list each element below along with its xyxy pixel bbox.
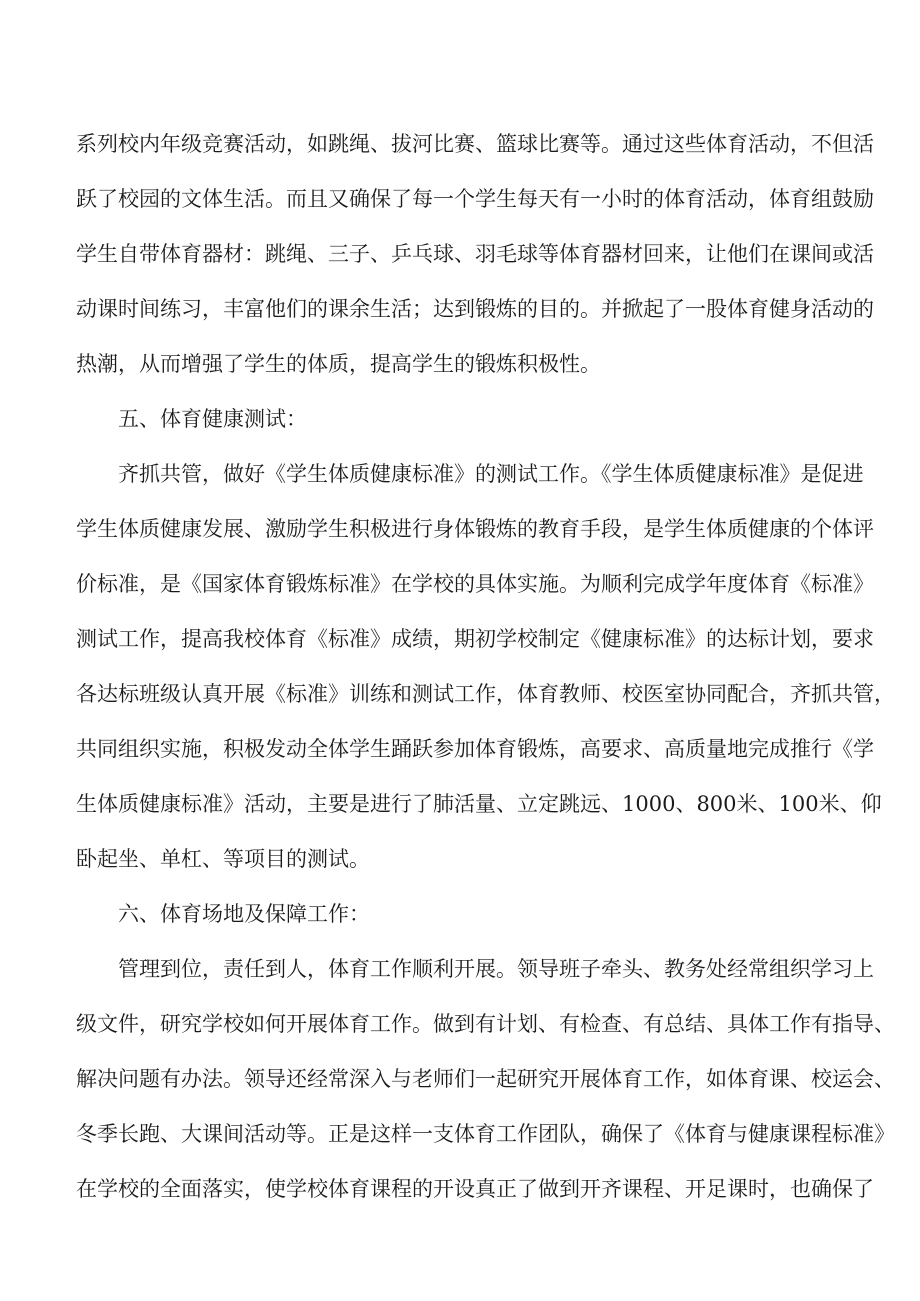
paragraph-line: 价标准，是《国家体育锻炼标准》在学校的具体实施。为顺利完成学年度体育《标准》 <box>76 572 874 596</box>
paragraph-line: 各达标班级认真开展《标准》训练和测试工作，体育教师、校医室协同配合，齐抓共管， <box>76 682 895 706</box>
paragraph-line: 管理到位，责任到人，体育工作顺利开展。领导班子牵头、教务处经常组织学习上 <box>118 957 874 981</box>
section-heading: 五、体育健康测试： <box>118 407 307 431</box>
paragraph-line: 生体质健康标准》活动，主要是进行了肺活量、立定跳远、1000、800米、100米、仰 <box>76 792 882 816</box>
paragraph-line: 冬季长跑、大课间活动等。正是这样一支体育工作团队，确保了《体育与健康课程标准》 <box>76 1122 895 1146</box>
paragraph-line: 系列校内年级竞赛活动，如跳绳、拔河比赛、篮球比赛等。通过这些体育活动，不但活 <box>76 132 874 156</box>
paragraph-line: 热潮，从而增强了学生的体质，提高学生的锻炼积极性。 <box>76 352 601 376</box>
paragraph-line: 在学校的全面落实，使学校体育课程的开设真正了做到开齐课程、开足课时，也确保了 <box>76 1177 874 1201</box>
paragraph-line: 卧起坐、单杠、等项目的测试。 <box>76 847 370 871</box>
paragraph-line: 动课时间练习，丰富他们的课余生活；达到锻炼的目的。并掀起了一股体育健身活动的 <box>76 297 874 321</box>
paragraph-line: 测试工作，提高我校体育《标准》成绩，期初学校制定《健康标准》的达标计划，要求 <box>76 627 874 651</box>
paragraph-line: 解决问题有办法。领导还经常深入与老师们一起研究开展体育工作，如体育课、校运会、 <box>76 1067 895 1091</box>
paragraph-line: 学生自带体育器材：跳绳、三子、乒乓球、羽毛球等体育器材回来，让他们在课间或活 <box>76 242 874 266</box>
paragraph-line: 共同组织实施，积极发动全体学生踊跃参加体育锻炼，高要求、高质量地完成推行《学 <box>76 737 874 761</box>
paragraph-line: 齐抓共管，做好《学生体质健康标准》的测试工作。《学生体质健康标准》是促进 <box>118 462 864 486</box>
paragraph-line: 跃了校园的文体生活。而且又确保了每一个学生每天有一小时的体育活动，体育组鼓励 <box>76 187 874 211</box>
paragraph-line: 学生体质健康发展、激励学生积极进行身体锻炼的教育手段，是学生体质健康的个体评 <box>76 517 874 541</box>
paragraph-line: 级文件，研究学校如何开展体育工作。做到有计划、有检查、有总结、具体工作有指导、 <box>76 1012 895 1036</box>
section-heading: 六、体育场地及保障工作： <box>118 902 370 926</box>
